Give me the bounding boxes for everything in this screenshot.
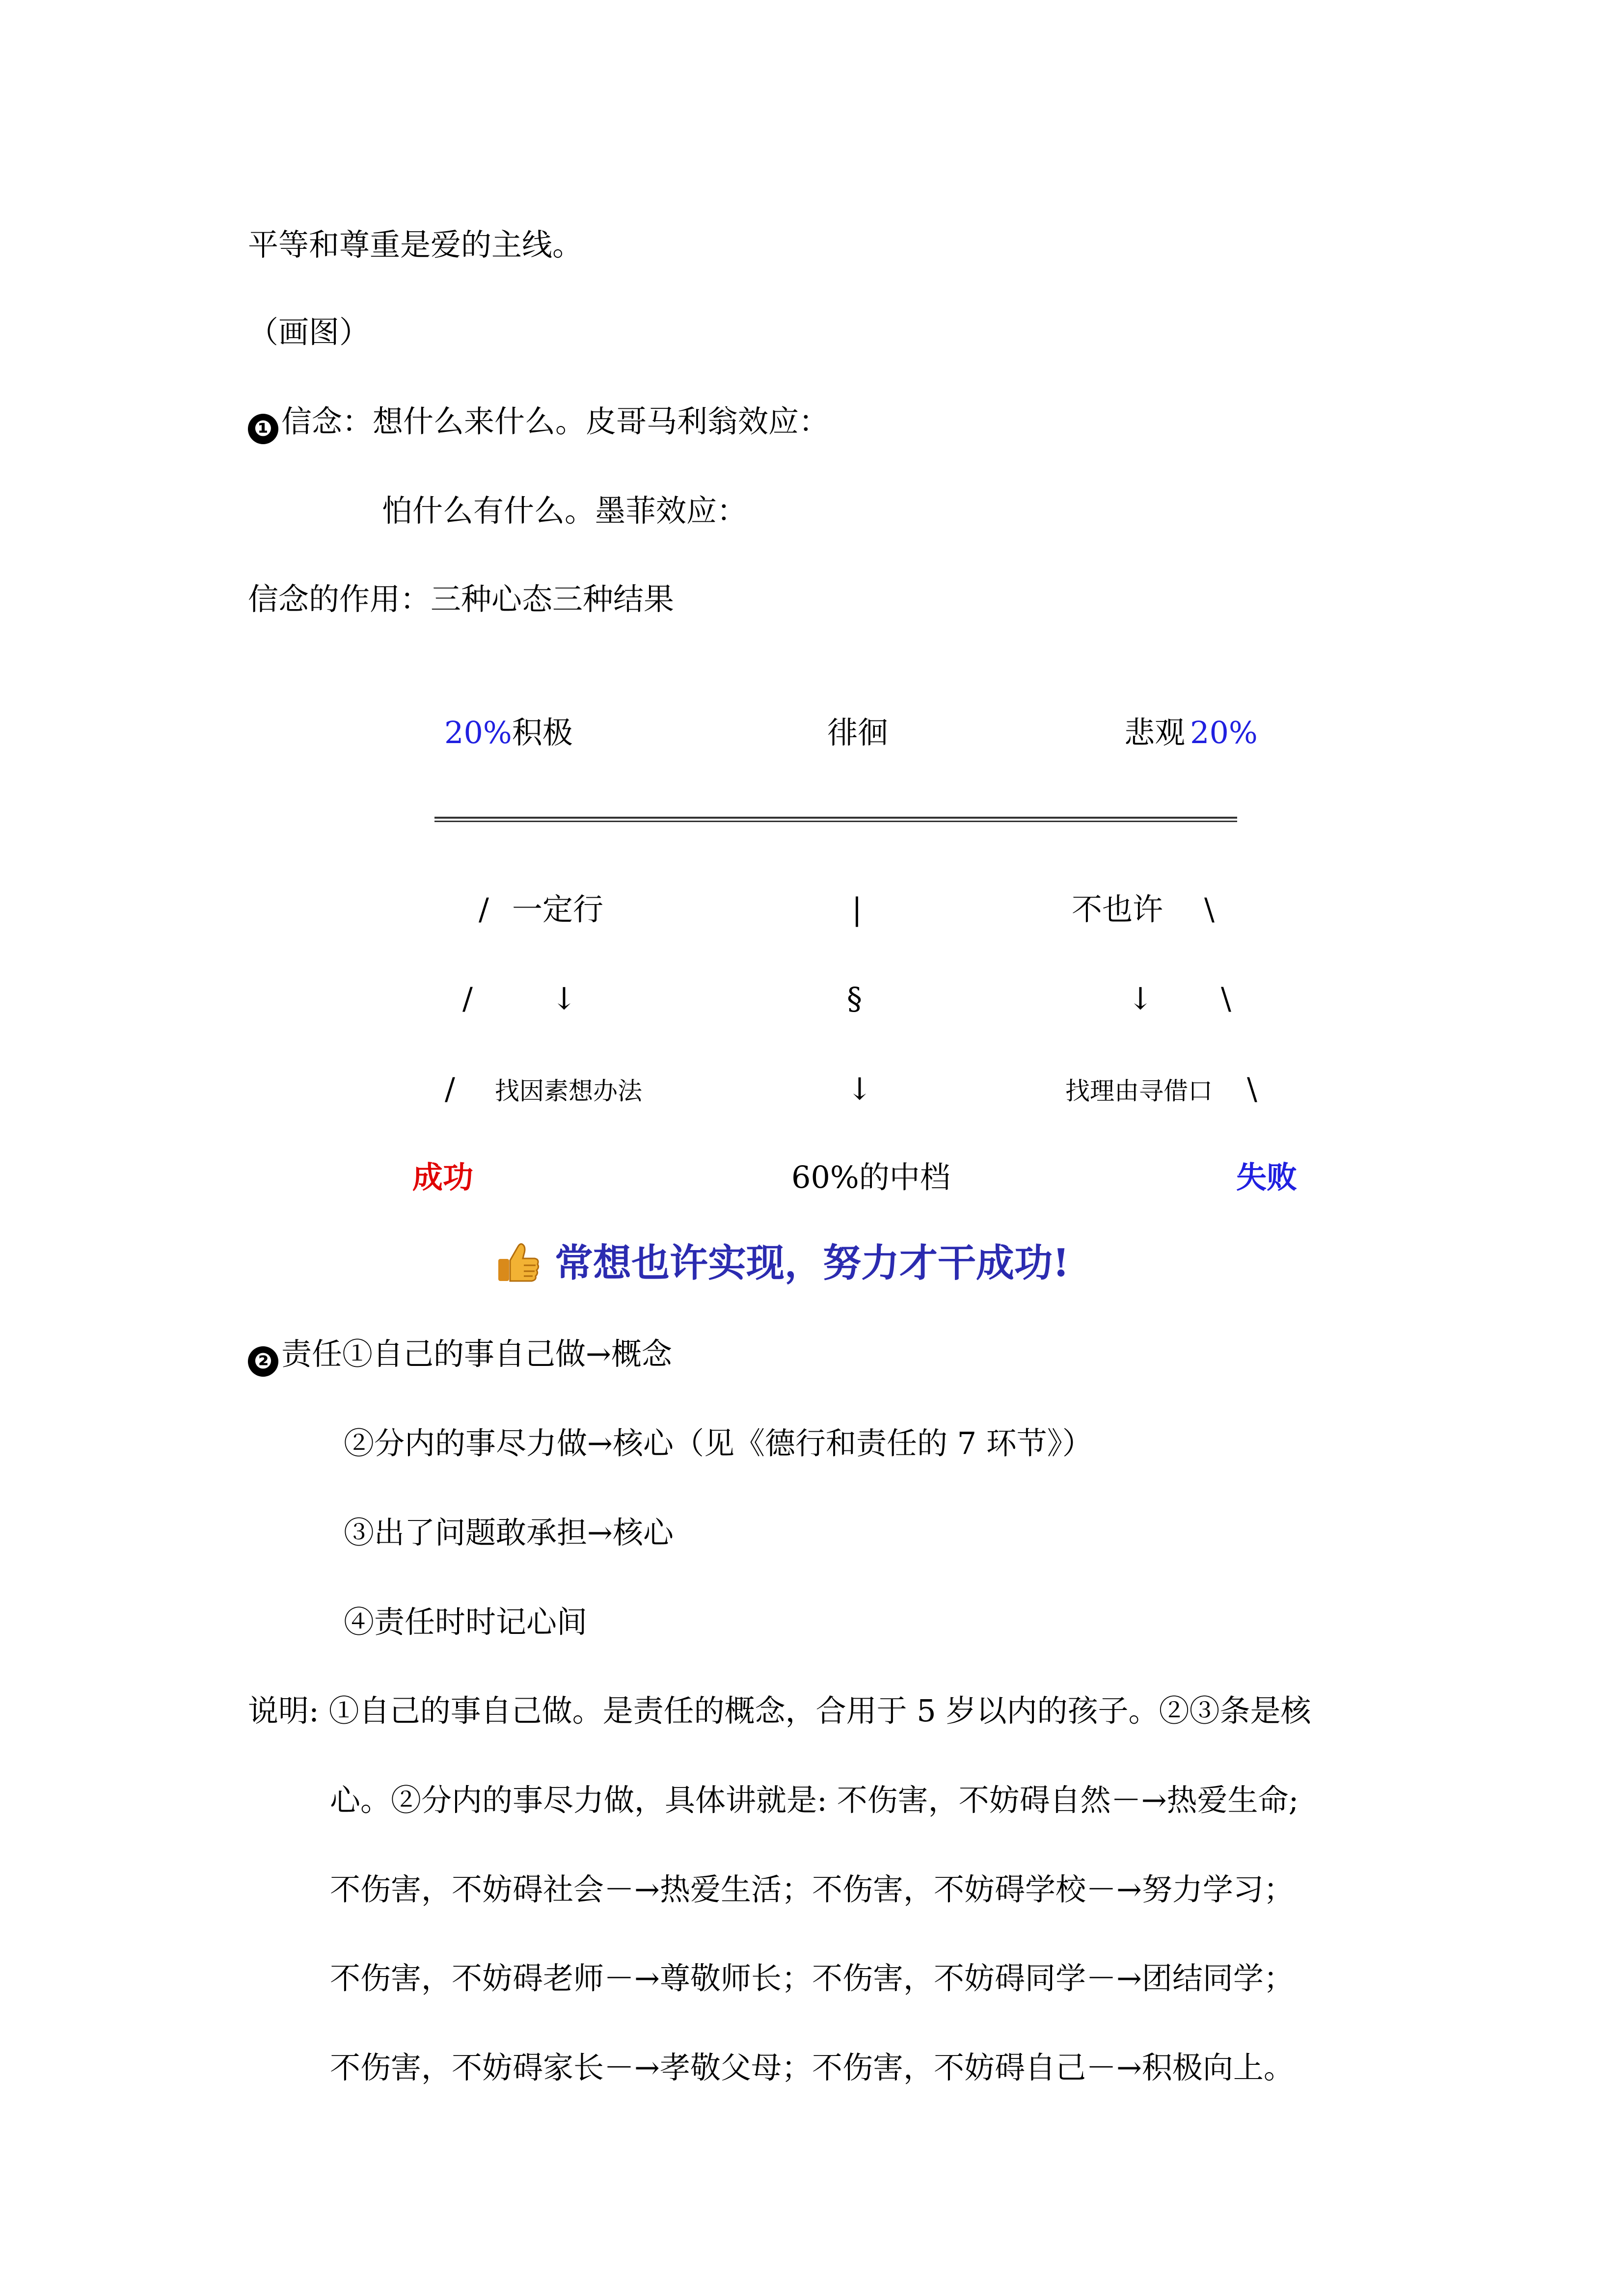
right-branch-text: 不也许 <box>1072 891 1164 927</box>
result-success: 成功 <box>412 1159 474 1195</box>
result-middle: 60%的中档 <box>791 1159 950 1195</box>
left-branch-text: 一定行 <box>512 891 604 927</box>
left-branch-slash: / <box>479 891 489 927</box>
left-branch-slash-3: / <box>445 1071 455 1107</box>
belief-effect-line: 信念的作用：三种心态三种结果 <box>248 581 675 617</box>
bullet-two-icon: ❷ <box>248 1346 278 1377</box>
bullet-one-icon: ❶ <box>248 414 278 444</box>
positive-label: 积极 <box>512 715 573 750</box>
responsibility-item-4: ④责任时时记心间 <box>344 1604 588 1640</box>
right-down-arrow-icon: ↓ <box>1128 981 1153 1016</box>
slogan-text: 常想也许实现，努力才干成功! <box>555 1241 1070 1285</box>
hesitant-attitude: 徘徊 <box>827 715 889 750</box>
explanation-line-1: 说明: ①自己的事自己做。是责任的概念，合用于 5 岁以内的孩子。②③条是核 <box>248 1693 1311 1729</box>
belief-text: 信念：想什么来什么。皮哥马利翁效应： <box>281 403 830 439</box>
responsibility-line-1 <box>248 1336 672 1377</box>
explanation-line-2: 心。②分内的事尽力做，具体讲就是: 不伤害，不妨碍自然－→热爱生命; <box>330 1782 1299 1818</box>
responsibility-item-3: ③出了问题敢承担→核心 <box>344 1515 674 1550</box>
left-down-arrow-icon: ↓ <box>551 981 577 1016</box>
belief-line <box>248 403 830 444</box>
murphy-line: 怕什么有什么。墨菲效应： <box>382 493 748 529</box>
explanation-line-4: 不伤害，不妨碍老师－→尊敬师长；不伤害，不妨碍同学－→团结同学； <box>330 1960 1294 1996</box>
responsibility-item-1: 责任①自己的事自己做→概念 <box>281 1336 672 1372</box>
right-branch-slash-2: \ <box>1221 981 1231 1016</box>
left-branch-slash-2: / <box>462 981 473 1016</box>
drawing-note: （画图） <box>248 314 370 350</box>
right-branch-slash-3: \ <box>1247 1071 1257 1107</box>
negative-percent: 20% <box>1190 715 1258 750</box>
explanation-line-5: 不伤害，不妨碍家长－→孝敬父母；不伤害，不妨碍自己－→积极向上。 <box>330 2050 1294 2085</box>
responsibility-item-2: ②分内的事尽力做→核心（见《德行和责任的 7 环节》） <box>344 1425 1093 1461</box>
explanation-line-3: 不伤害，不妨碍社会－→热爱生活；不伤害，不妨碍学校－→努力学习； <box>330 1871 1294 1907</box>
intro-line: 平等和尊重是爱的主线。 <box>248 227 583 263</box>
thumbs-up-icon <box>493 1237 542 1286</box>
positive-percent: 20% <box>444 715 512 750</box>
right-branch-slash: \ <box>1204 891 1215 927</box>
middle-down-arrow-icon: ↓ <box>847 1071 872 1107</box>
result-failure: 失败 <box>1236 1159 1298 1195</box>
middle-section-sign: § <box>847 981 862 1016</box>
right-branch-excuse: 找理由寻借口 <box>1065 1077 1213 1105</box>
negative-label: 悲观 <box>1124 715 1186 750</box>
negative-attitude <box>1124 715 1258 750</box>
positive-attitude <box>444 715 573 750</box>
left-branch-method: 找因素想办法 <box>495 1077 642 1105</box>
middle-branch-bar: | <box>852 891 862 927</box>
diagram-divider <box>434 817 1237 822</box>
